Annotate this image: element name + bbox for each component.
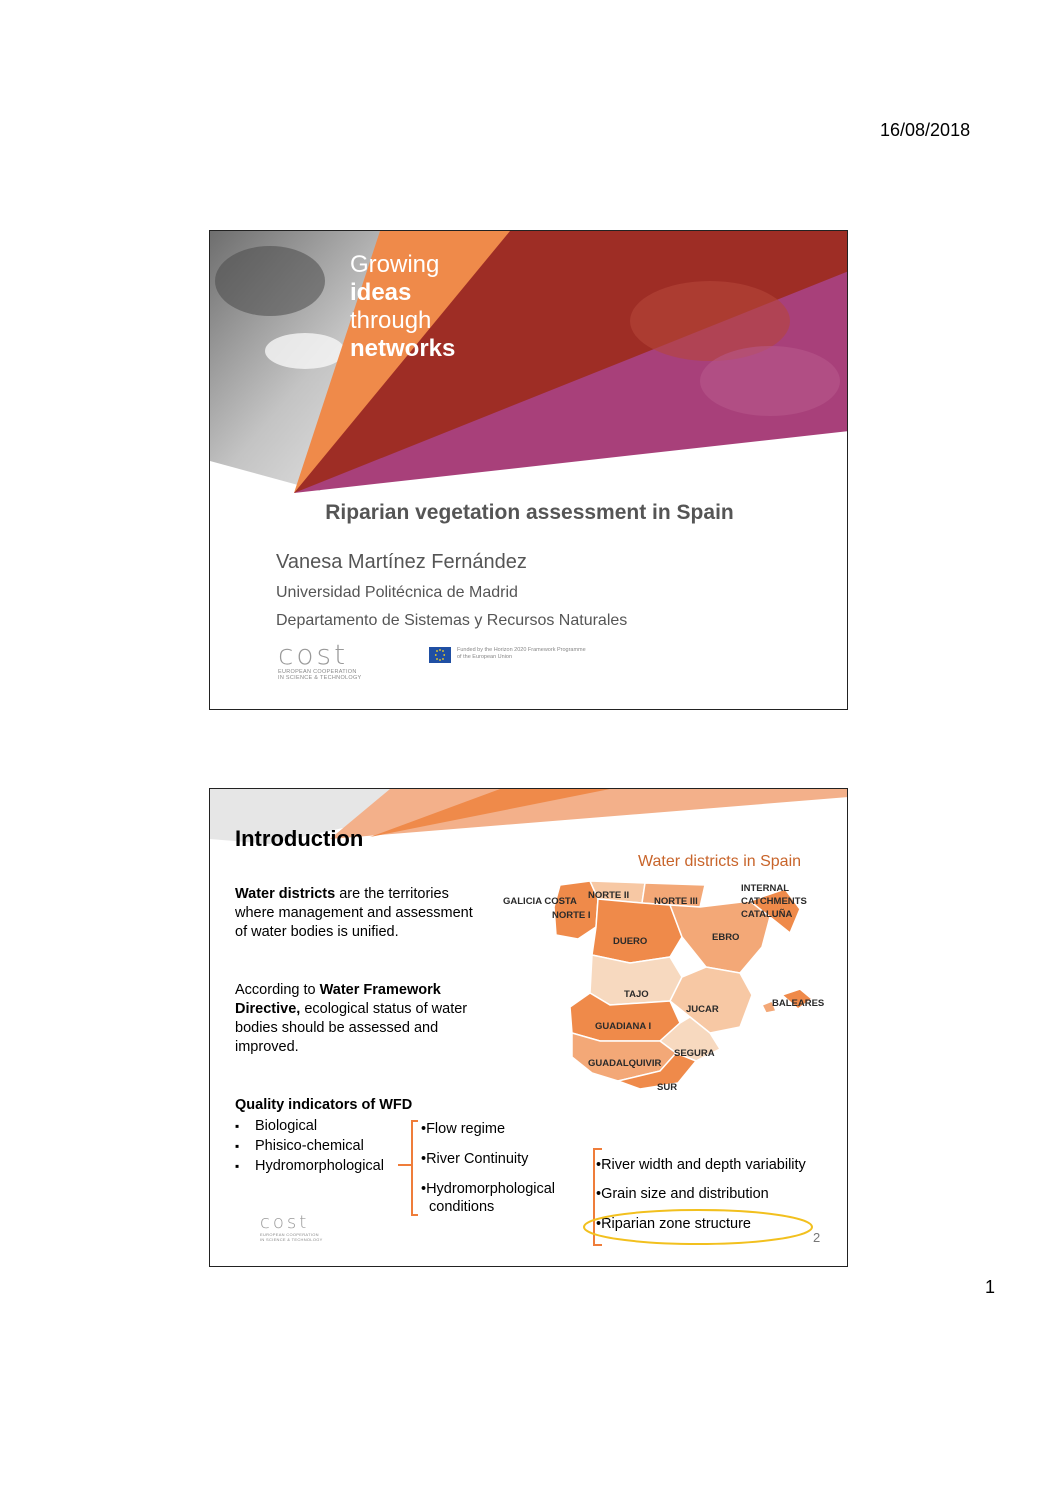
- water-districts-term: Water districts: [235, 886, 336, 902]
- spain-water-districts-map: [500, 877, 848, 1147]
- condition-grain-size: •Grain size and distribution: [596, 1186, 769, 1202]
- wfd-term: Water Framework Directive,: [235, 982, 441, 1017]
- page-date: 16/08/2018: [880, 120, 971, 140]
- tagline-line3: through: [350, 307, 432, 334]
- map-label-internal-line1: INTERNAL: [741, 883, 790, 894]
- eu-funding-line2: of the European Union: [457, 654, 513, 660]
- hydro-river-continuity: •River Continuity: [421, 1151, 529, 1167]
- hydro-flow-regime: •Flow regime: [421, 1121, 506, 1137]
- indicator-item: ▪ Biological: [235, 1116, 384, 1136]
- slide-title: Riparian vegetation assessment in Spain: [325, 501, 734, 524]
- title-slide: [209, 230, 848, 710]
- wfd-pre: According to: [235, 982, 320, 998]
- map-label-galicia: GALICIA COSTA: [503, 896, 577, 907]
- map-label-tajo: TAJO: [624, 989, 649, 1000]
- quality-indicators-title: Quality indicators of WFD: [235, 1097, 413, 1113]
- author-name: Vanesa Martínez Fernández: [276, 551, 527, 573]
- cost-logo-word: cost: [278, 638, 349, 671]
- tagline-line4: networks: [350, 335, 456, 362]
- cost-logo-word: cost: [260, 1212, 310, 1233]
- hydro-conditions: •Hydromorphological: [421, 1181, 556, 1197]
- slide-number: 2: [813, 1230, 821, 1245]
- cost-logo-line2: IN SCIENCE & TECHNOLOGY: [260, 1237, 323, 1242]
- map-label-internal-line3: CATALUÑA: [741, 909, 793, 920]
- map-label-baleares: BALEARES: [772, 998, 825, 1009]
- cost-logo-line1: EUROPEAN COOPERATION: [260, 1232, 319, 1237]
- title-slide-graphic: [210, 231, 848, 531]
- map-title: Water districts in Spain: [638, 853, 802, 870]
- eu-funding-text: [457, 647, 627, 661]
- introduction-slide: [209, 788, 848, 1267]
- map-label-norte3: NORTE III: [654, 896, 698, 907]
- page-number: 1: [985, 1277, 996, 1297]
- cost-logo-line2: IN SCIENCE & TECHNOLOGY: [278, 675, 362, 681]
- highlight-ellipse: [580, 1207, 816, 1247]
- hydro-conditions-cont: conditions: [429, 1199, 495, 1215]
- cost-logo-line1: EUROPEAN COOPERATION: [278, 669, 357, 675]
- indicator-item: ▪ Phisico-chemical: [235, 1136, 384, 1156]
- water-districts-paragraph: [235, 885, 480, 942]
- indicator-item: ▪ Hydromorphological: [235, 1156, 384, 1176]
- map-label-guadiana: GUADIANA I: [595, 1021, 652, 1032]
- cost-logo: [260, 1214, 323, 1242]
- tagline: [350, 251, 455, 363]
- wfd-paragraph: [235, 981, 480, 1057]
- map-label-norte2: NORTE II: [588, 890, 630, 901]
- condition-riparian-zone: •Riparian zone structure: [596, 1216, 751, 1232]
- water-districts-text: are the territories where management and assessment of water bodies is unified.: [235, 886, 473, 940]
- cost-logo: [278, 638, 362, 681]
- map-label-guadalquivir: GUADALQUIVIR: [588, 1058, 662, 1069]
- tagline-line2: ideas: [350, 279, 412, 306]
- map-label-segura: SEGURA: [674, 1048, 715, 1059]
- quality-indicators-list: [235, 1116, 384, 1176]
- map-label-ebro: EBRO: [712, 932, 740, 943]
- condition-river-width: •River width and depth variability: [596, 1157, 806, 1173]
- tagline-line1: Growing: [350, 251, 440, 278]
- affiliation-department: Departamento de Sistemas y Recursos Naturales: [276, 612, 628, 629]
- map-label-sur: SUR: [657, 1082, 678, 1093]
- map-label-duero: DUERO: [613, 936, 648, 947]
- affiliation-university: Universidad Politécnica de Madrid: [276, 584, 518, 601]
- map-label-jucar: JUCAR: [686, 1004, 719, 1015]
- wfd-text: ecological status of water bodies should be assessed and improved.: [235, 1001, 468, 1055]
- map-label-internal-line2: CATCHMENTS: [741, 896, 807, 907]
- eu-funding-line1: Funded by the Horizon 2020 Framework Programme: [457, 647, 586, 653]
- slide-title: Introduction: [235, 826, 364, 851]
- map-label-norte1: NORTE I: [552, 910, 591, 921]
- eu-flag-icon: [429, 647, 451, 663]
